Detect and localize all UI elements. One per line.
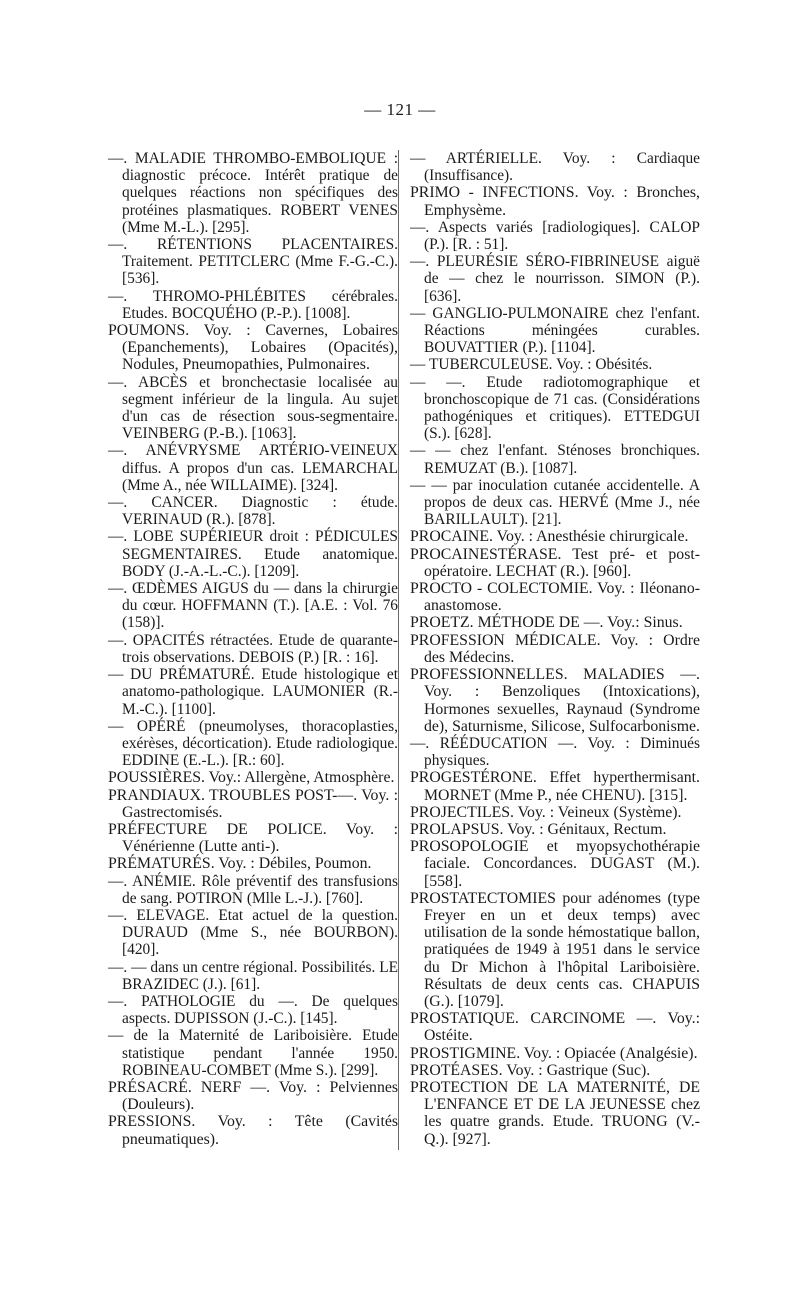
index-entry: — —. Etude radiotomographique et bronchoscopique de 71 cas. (Considérations pathogéniques et critiques). ETTEDGUI (S.). [628]. (410, 373, 700, 443)
index-entry: —. — dans un centre régional. Possibilités. LE BRAZIDEC (J.). [61]. (108, 958, 398, 993)
index-entry: —. ANÉMIE. Rôle préventif des transfusions de sang. POTIRON (Mlle L.-J.). [760]. (108, 872, 398, 907)
index-heading-entry: PROCAINESTÉRASE. Test pré- et post-opératoire. LECHAT (R.). [960]. (410, 545, 700, 580)
index-entry: — GANGLIO-PULMONAIRE chez l'enfant. Réactions méningées curables. BOUVATTIER (P.). [1104]. (410, 304, 700, 357)
index-heading-entry: PROTECTION DE LA MATERNITÉ, DE L'ENFANCE ET DE LA JEUNESSE chez les quatre grands. Etude. TRUONG (V.-Q.). [927]. (410, 1078, 700, 1148)
index-entry: —. RÉTENTIONS PLACENTAIRES. Traitement. PETITCLERC (Mme F.-G.-C.). [536]. (108, 236, 398, 288)
index-heading-entry: PRÉSACRÉ. NERF —. Voy. : Pelviennes (Douleurs). (108, 1078, 398, 1114)
index-entry: —. MALADIE THROMBO-EMBOLIQUE : diagnostic précoce. Intérêt pratique de quelques réactions non spécifiques des protéines plasmatiques. ROBERT VENES (Mme M.-L.). [295]. (108, 150, 398, 236)
index-entry: —. OPACITÉS rétractées. Etude de quarante-trois observations. DEBOIS (P.) [R. : 16]. (108, 631, 398, 666)
left-column (108, 150, 398, 1148)
index-entry: —. ANÉVRYSME ARTÉRIO-VEINEUX diffus. A propos d'un cas. LEMARCHAL (Mme A., née WILLAIME). [324]. (108, 442, 398, 494)
index-entry: — ARTÉRIELLE. Voy. : Cardiaque (Insuffisance). (410, 150, 700, 185)
index-entry: —. ELEVAGE. Etat actuel de la question. DURAUD (Mme S., née BOURBON). [420]. (108, 906, 398, 959)
index-heading-entry: PROGESTÉRONE. Effet hyperthermisant. MORNET (Mme P., née CHENU). [315]. (410, 769, 700, 804)
index-entry: —. LOBE SUPÉRIEUR droit : PÉDICULES SEGMENTAIRES. Etude anatomique. BODY (J.-A.-L.-C.). [1209]. (108, 528, 398, 580)
index-heading-entry: PROCTO - COLECTOMIE. Voy. : Iléonano-anastomose. (410, 580, 700, 615)
index-entry: — TUBERCULEUSE. Voy. : Obésités. (410, 356, 653, 374)
index-heading-entry: PROFESSION MÉDICALE. Voy. : Ordre des Médecins. (410, 631, 700, 666)
index-entry: —. Aspects variés [radiologiques]. CALOP (P.). [R. : 51]. (410, 218, 700, 254)
index-heading-entry: PROSTATIQUE. CARCINOME —. Voy.: Ostéite. (410, 1010, 700, 1045)
index-entry: —. THROMO-PHLÉBITES cérébrales. Etudes. BOCQUÉHO (P.-P.). [1008]. (108, 287, 398, 322)
index-entry: — — par inoculation cutanée accidentelle. A propos de deux cas. HERVÉ (Mme J., née BARILLAULT). [21]. (410, 476, 700, 529)
index-entry: — DU PRÉMATURÉ. Etude histologique et anatomo-pathologique. LAUMONIER (R.-M.-C.). [1100]. (108, 666, 398, 718)
index-entry: —. ABCÈS et bronchectasie localisée au segment inférieur de la lingula. Au sujet d'un cas de résection sous-segmentaire. VEINBERG (P.-B.). [1063]. (108, 373, 398, 443)
index-heading-entry: PRÉMATURÉS. Voy. : Débiles, Poumon. (108, 855, 372, 873)
index-entry: — — chez l'enfant. Sténoses bronchiques. REMUZAT (B.). [1087]. (410, 442, 700, 477)
index-heading-entry: POUSSIÈRES. Voy.: Allergène, Atmosphère. (108, 769, 395, 787)
index-heading-entry: PROSTIGMINE. Voy. : Opiacée (Analgésie). (410, 1044, 698, 1062)
index-heading-entry: PROCAINE. Voy. : Anesthésie chirurgicale. (410, 528, 689, 546)
index-heading-entry: PRESSIONS. Voy. : Tête (Cavités pneumatiques). (108, 1113, 398, 1148)
index-heading-entry: PROFESSIONNELLES. MALADIES —. Voy. : Benzoliques (Intoxications), Hormones sexuelles, Raynaud (Syndrome de), Saturnisme, Silicose, Sulfocarbonisme. (410, 666, 700, 735)
index-heading-entry: PROSOPOLOGIE et myopsychothérapie faciale. Concordances. DUGAST (M.). [558]. (410, 838, 700, 890)
index-heading-entry: PROJECTILES. Voy. : Veineux (Système). (410, 803, 682, 821)
index-entry: —. CANCER. Diagnostic : étude. VERINAUD (R.). [878]. (108, 494, 398, 529)
index-heading-entry: PRANDIAUX. TROUBLES POST-—. Voy. : Gastrectomisés. (108, 786, 398, 821)
index-heading-entry: PROLAPSUS. Voy. : Génitaux, Rectum. (410, 820, 667, 838)
index-heading-entry: PRIMO - INFECTIONS. Voy. : Bronches, Emphysème. (410, 184, 700, 219)
right-column (410, 150, 700, 1148)
index-entry: —. PATHOLOGIE du —. De quelques aspects. DUPISSON (J.-C.). [145]. (108, 992, 398, 1028)
index-entry: —. RÉÉDUCATION —. Voy. : Diminués physiques. (410, 734, 700, 770)
index-heading-entry: PROETZ. MÉTHODE DE —. Voy.: Sinus. (410, 614, 683, 632)
page-number: — 121 — (364, 100, 436, 119)
index-entry: —. PLEURÉSIE SÉRO-FIBRINEUSE aiguë de — chez le nourrisson. SIMON (P.). [636]. (410, 253, 700, 305)
index-entry: — de la Maternité de Lariboisière. Etude statistique pendant l'année 1950. ROBINEAU-COMBET (Mme S.). [299]. (108, 1027, 398, 1079)
index-heading-entry: PROSTATECTOMIES pour adénomes (type Freyer en un et deux temps) avec utilisation de la sonde hémostatique ballon, pratiquées de 1949 à 1951 dans le service du Dr Michon à l'hôpital Lariboisière. Résultats de deux cents cas. CHAPUIS (G.). [1079]. (410, 889, 700, 1010)
index-heading-entry: PRÉFECTURE DE POLICE. Voy. : Vénérienne (Lutte anti-). (108, 820, 398, 856)
column-divider (398, 150, 399, 1150)
index-entry: —. ŒDÈMES AIGUS du — dans la chirurgie du cœur. HOFFMANN (T.). [A.E. : Vol. 76 (158)]. (108, 580, 398, 632)
index-heading-entry: PROTÉASES. Voy. : Gastrique (Suc). (410, 1061, 651, 1079)
index-heading-entry: POUMONS. Voy. : Cavernes, Lobaires (Epanchements), Lobaires (Opacités), Nodules, Pneumopathies, Pulmonaires. (108, 322, 398, 374)
index-entry: — OPÉRÉ (pneumolyses, thoracoplasties, exérèses, décortication). Etude radiologique. EDDINE (E.-L.). [R.: 60]. (108, 717, 398, 770)
